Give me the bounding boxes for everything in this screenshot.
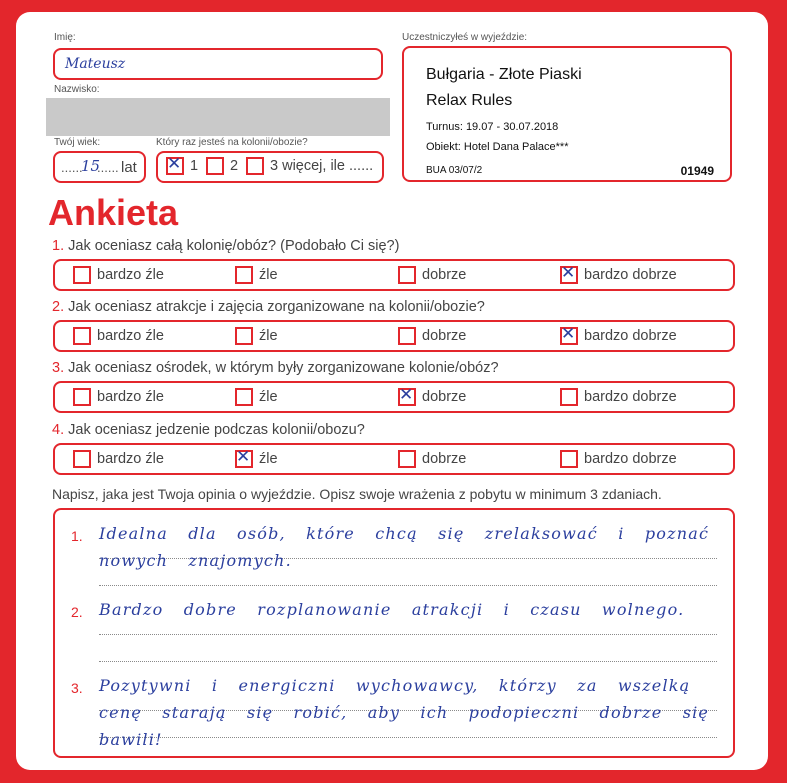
check-x-icon: ✕ [561,263,576,283]
age-value: 15 [81,157,101,175]
q2-opt-2[interactable] [398,327,466,345]
option-label: bardzo dobrze [584,451,677,467]
ruled-line [99,585,717,586]
option-label: dobrze [422,267,467,283]
check-x-icon: ✕ [167,154,182,174]
option-label: bardzo dobrze [584,389,677,405]
survey-sheet [16,12,768,770]
question-1 [52,238,399,254]
option-label: bardzo dobrze [584,328,677,344]
question-number: 4. [52,422,65,438]
q1-opt-3[interactable] [560,263,677,284]
option-label: bardzo źle [97,267,164,283]
q4-opt-0[interactable] [73,450,164,468]
q1-opt-2[interactable] [398,266,466,284]
essay-prompt: Napisz, jaka jest Twoja opinia o wyjeździe. Opisz swoje wrażenia z pobytu w minimum 3 zdaniach. [52,486,662,502]
q3-opt-0[interactable] [73,388,164,406]
question-2 [52,299,485,315]
q4-opt-3[interactable] [560,450,677,468]
q4-opt-1[interactable] [235,447,278,468]
checkbox[interactable] [206,157,224,175]
q3-opt-3[interactable] [560,388,677,406]
trip-number: 01949 [680,164,714,178]
option-label: bardzo źle [97,389,164,405]
checkbox[interactable] [235,327,253,345]
surname-label: Nazwisko: [54,84,100,95]
checkbox[interactable] [398,450,416,468]
checkbox[interactable] [73,450,91,468]
question-text: Jak oceniasz całą kolonię/obóz? (Podobało Ci się?) [68,238,400,254]
option-label: źle [259,267,278,283]
trip-info-box [402,46,732,182]
q3-opt-1[interactable] [235,388,278,406]
age-field[interactable] [53,151,146,183]
checkbox[interactable] [398,385,416,406]
name-label: Imię: [54,32,76,43]
name-field[interactable] [53,48,383,80]
visit-field [156,151,384,183]
q3-opt-2[interactable] [398,385,467,406]
age-unit: lat [121,159,137,176]
visit-option-3[interactable] [246,157,373,175]
checkbox[interactable] [73,388,91,406]
trip-destination: Bułgaria - Złote Piaski [426,66,582,83]
entry-text-1: Idealna dla osób, które chcą się zrelaksować i poznać nowych znajomych. [99,524,710,570]
page-title: Ankieta [48,192,179,233]
question-2-options [53,320,735,352]
checkbox[interactable] [246,157,264,175]
checkbox[interactable] [73,266,91,284]
q1-opt-0[interactable] [73,266,164,284]
question-4 [52,422,365,438]
visit-option-label: 3 więcej, ile ...... [270,158,374,174]
checkbox[interactable] [398,327,416,345]
question-number: 1. [52,238,65,254]
option-label: bardzo źle [97,328,164,344]
checkbox[interactable] [73,327,91,345]
visit-option-label: 1 [190,158,199,174]
option-label: źle [259,389,278,405]
entry-number: 3. [71,680,83,696]
checkbox[interactable] [235,266,253,284]
entry-number: 2. [71,604,83,620]
checkbox[interactable] [166,154,184,175]
checkbox[interactable] [235,388,253,406]
check-x-icon: ✕ [236,447,251,467]
checkbox[interactable] [398,266,416,284]
checkbox[interactable] [560,388,578,406]
trip-code: BUA 03/07/2 [426,165,483,176]
age-label: Twój wiek: [54,137,101,148]
check-x-icon: ✕ [561,324,576,344]
checkbox[interactable] [560,324,578,345]
question-text: Jak oceniasz jedzenie podczas kolonii/obozu? [68,422,365,438]
ruled-line [99,661,717,662]
question-3 [52,360,499,376]
option-label: dobrze [422,328,467,344]
question-1-options [53,259,735,291]
question-3-options [53,381,735,413]
checkbox[interactable] [235,447,253,468]
entry-text-2: Bardzo dobre rozplanowanie atrakcji i czasu wolnego. [99,600,685,619]
checkbox[interactable] [560,450,578,468]
trip-obiekt: Obiekt: Hotel Dana Palace*** [426,141,569,153]
age-dots-right: ...... [97,160,119,175]
ruled-line [99,634,717,635]
trip-turnus: Turnus: 19.07 - 30.07.2018 [426,121,559,133]
checkbox[interactable] [560,263,578,284]
visit-option-1[interactable] [166,154,199,175]
trip-program: Relax Rules [426,92,513,109]
q4-opt-2[interactable] [398,450,466,468]
option-label: bardzo dobrze [584,267,677,283]
visit-label: Który raz jesteś na kolonii/obozie? [156,137,308,148]
entry-number: 1. [71,528,83,544]
option-label: dobrze [422,389,467,405]
option-label: bardzo źle [97,451,164,467]
q2-opt-0[interactable] [73,327,164,345]
question-text: Jak oceniasz atrakcje i zajęcia zorganizowane na kolonii/obozie? [68,299,485,315]
entry-text-3: Pozytywni i energiczni wychowawcy, którzy za wszelką cenę starają się robić, aby ich podopieczni dobrze się bawili! [99,676,710,749]
question-4-options [53,443,735,475]
surname-redacted [46,98,390,136]
visit-option-2[interactable] [206,157,238,175]
participant-label: Uczestniczyłeś w wyjeździe: [402,32,528,43]
option-label: źle [259,328,278,344]
option-label: dobrze [422,451,467,467]
question-number: 2. [52,299,65,315]
q2-opt-1[interactable] [235,327,278,345]
age-dots-left: ...... [61,160,83,175]
essay-box[interactable] [53,508,735,758]
question-number: 3. [52,360,65,376]
q2-opt-3[interactable] [560,324,677,345]
visit-option-label: 2 [230,158,239,174]
q1-opt-1[interactable] [235,266,278,284]
option-label: źle [259,451,278,467]
check-x-icon: ✕ [399,385,414,405]
question-text: Jak oceniasz ośrodek, w którym były zorganizowane kolonie/obóz? [68,360,499,376]
name-value: Mateusz [65,56,126,72]
